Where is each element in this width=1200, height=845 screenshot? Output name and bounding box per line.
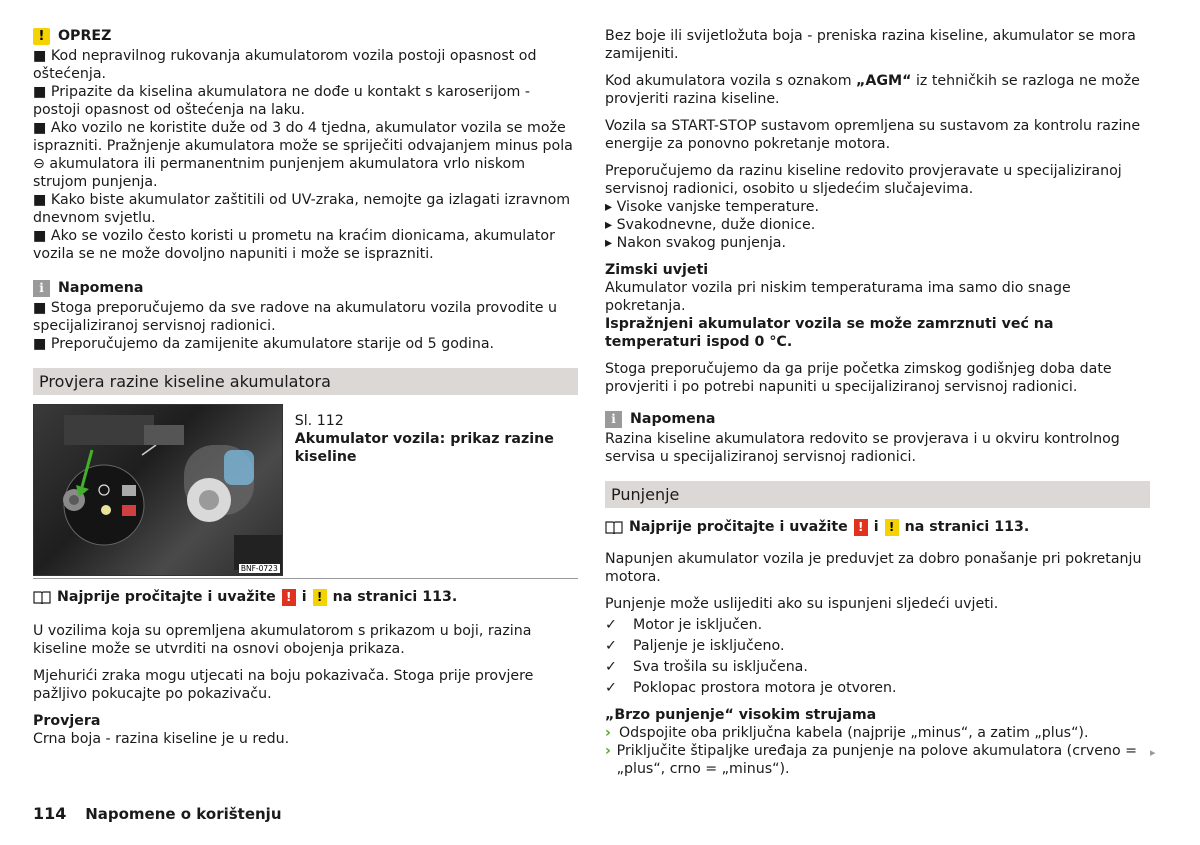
warning-icon: ! [33, 28, 50, 45]
step-arrow-icon: › [605, 725, 611, 741]
note-header [605, 410, 1150, 428]
figure-label: Sl. 112 [294, 413, 344, 429]
note-header [33, 279, 578, 297]
paragraph: Preporučujemo da razinu kiseline redovito provjeravate u specijaliziranoj servisnoj radionici, osobito u sljedećim slučajevima. [605, 163, 1122, 197]
step-text: Odspojite oba priključna kabela (najprije „minus“, a zatim „plus“). [619, 725, 1089, 741]
note-bullet: ■ Stoga preporučujemo da sve radove na akumulatoru vozila provodite u specijaliziranoj servisnoj radionici. [33, 300, 558, 334]
paragraph: Bez boje ili svijetložuta boja - preniska razina kiseline, akumulator se mora zamijeniti. [605, 28, 1136, 62]
condition-text: Paljenje je isključeno. [633, 638, 785, 654]
danger-ref-icon[interactable]: ! [282, 589, 296, 606]
right-column [605, 27, 1150, 778]
note-title: Napomena [630, 411, 716, 427]
read-first-before: Najprije pročitajte i uvažite [629, 519, 848, 535]
warning-bullet: ■ Pripazite da kiselina akumulatora ne dođe u kontakt s karoserijom - postoji opasnost od oštećenja na laku. [33, 84, 530, 118]
read-first-mid: i [301, 589, 307, 605]
condition-item [605, 679, 1150, 697]
check-icon: ✓ [605, 659, 617, 675]
check-icon: ✓ [605, 680, 617, 696]
page-number: 114 [33, 804, 67, 823]
book-icon [33, 590, 51, 604]
condition-text: Motor je isključen. [633, 617, 763, 633]
check-icon: ✓ [605, 638, 617, 654]
check-icon: ✓ [605, 617, 617, 633]
step-text: Priključite štipaljke uređaja za punjenje na polove akumulatora (crveno = „plus“, crno = „minus“). [616, 743, 1138, 777]
case-item: ▸ Svakodnevne, duže dionice. [605, 217, 816, 233]
read-first-page-link[interactable]: na stranici 113. [904, 519, 1030, 535]
agm-label: „AGM“ [856, 73, 912, 89]
warning-bullet: ■ Kod nepravilnog rukovanja akumulatorom vozila postoji opasnost od oštećenja. [33, 48, 537, 82]
paragraph: Mjehurići zraka mogu utjecati na boju pokazivača. Stoga prije provjere pažljivo pokucajte po pokazivaču. [33, 668, 534, 702]
figure-rule [33, 578, 578, 579]
danger-ref-icon[interactable]: ! [854, 519, 868, 536]
note-title: Napomena [58, 280, 144, 296]
read-first-page-link[interactable]: na stranici 113. [332, 589, 458, 605]
agm-text-before: Kod akumulatora vozila s oznakom [605, 73, 857, 89]
info-icon: i [605, 411, 622, 428]
paragraph: Stoga preporučujemo da ga prije početka zimskog godišnjeg doba date provjeriti i po potrebi napuniti u specijaliziranoj servisnoj radionici. [605, 361, 1112, 395]
paragraph: Vozila sa START-STOP sustavom opremljena su sustavom za kontrolu razine energije za ponovno pokretanje motora. [605, 118, 1141, 152]
book-icon [605, 520, 623, 534]
winter-text: Akumulator vozila pri niskim temperaturama ima samo dio snage pokretanja. [605, 280, 1071, 314]
continue-arrow-icon[interactable]: ▸ [1150, 746, 1156, 759]
check-title: Provjera [33, 713, 101, 729]
warning-bullet: ■ Ako se vozilo često koristi u prometu na kraćim dionicama, akumulator vozila se ne može dovoljno napuniti i može se isprazniti. [33, 228, 555, 262]
section-title: Punjenje [605, 481, 1150, 508]
note-text: Razina kiseline akumulatora redovito se provjerava i u okviru kontrolnog servisa u specijaliziranoj servisnoj radionici. [605, 431, 1120, 465]
condition-item [605, 616, 1150, 634]
paragraph: Punjenje može uslijediti ako su ispunjeni sljedeći uvjeti. [605, 596, 999, 612]
warning-title: OPREZ [58, 28, 112, 44]
warning-bullet: ■ Ako vozilo ne koristite duže od 3 do 4 tjedna, akumulator vozila se može isprazniti. Pražnjenje akumulatora može se spriječiti odvajanjem minus pola ⊖ akumulatora ili permanentnim punjenjem akumulatora vrlo niskom strujom punjenja. [33, 120, 573, 190]
figure-caption-block [295, 404, 578, 576]
case-item: ▸ Visoke vanjske temperature. [605, 199, 820, 215]
read-first-line [605, 518, 1150, 536]
info-icon: i [33, 280, 50, 297]
note-bullet: ■ Preporučujemo da zamijenite akumulatore starije od 5 godina. [33, 336, 495, 352]
section-title: Provjera razine kiseline akumulatora [33, 368, 578, 395]
figure-block [33, 404, 578, 576]
paragraph: Napunjen akumulator vozila je preduvjet za dobro ponašanje pri pokretanju motora. [605, 551, 1142, 585]
warning-bullet: ■ Kako biste akumulator zaštitili od UV-zraka, nemojte ga izlagati izravnom dnevnom svjetlu. [33, 192, 571, 226]
caution-ref-icon[interactable]: ! [313, 589, 327, 606]
page-footer [33, 805, 282, 823]
read-first-line [33, 588, 578, 606]
check-text: Crna boja - razina kiseline je u redu. [33, 731, 290, 747]
step-item [605, 724, 1150, 742]
figure-caption: Akumulator vozila: prikaz razine kiseline [294, 431, 554, 465]
warning-header [33, 27, 578, 45]
condition-text: Sva trošila su isključena. [633, 659, 808, 675]
fast-charge-title: „Brzo punjenje“ visokim strujama [605, 707, 877, 723]
step-arrow-icon: › [605, 743, 611, 759]
agm-text-after: iz tehničkih se razloga ne može provjeriti razina kiseline. [605, 73, 1140, 107]
condition-item [605, 658, 1150, 676]
read-first-mid: i [873, 519, 879, 535]
step-item [605, 742, 1150, 778]
battery-photo [33, 404, 283, 576]
left-column [33, 27, 578, 748]
caution-ref-icon[interactable]: ! [885, 519, 899, 536]
agm-paragraph [605, 72, 1150, 108]
winter-title: Zimski uvjeti [605, 262, 709, 278]
condition-text: Poklopac prostora motora je otvoren. [633, 680, 897, 696]
paragraph: U vozilima koja su opremljena akumulatorom s prikazom u boji, razina kiseline može se utvrditi na osnovi obojenja prikaza. [33, 623, 532, 657]
read-first-before: Najprije pročitajte i uvažite [57, 589, 276, 605]
winter-warning: Ispražnjeni akumulator vozila se može zamrznuti već na temperaturi ispod 0 °C. [605, 316, 1054, 350]
footer-section: Napomene o korištenju [85, 805, 282, 823]
condition-item [605, 637, 1150, 655]
figure-code: BNF-0723 [240, 564, 278, 573]
case-item: ▸ Nakon svakog punjenja. [605, 235, 787, 251]
